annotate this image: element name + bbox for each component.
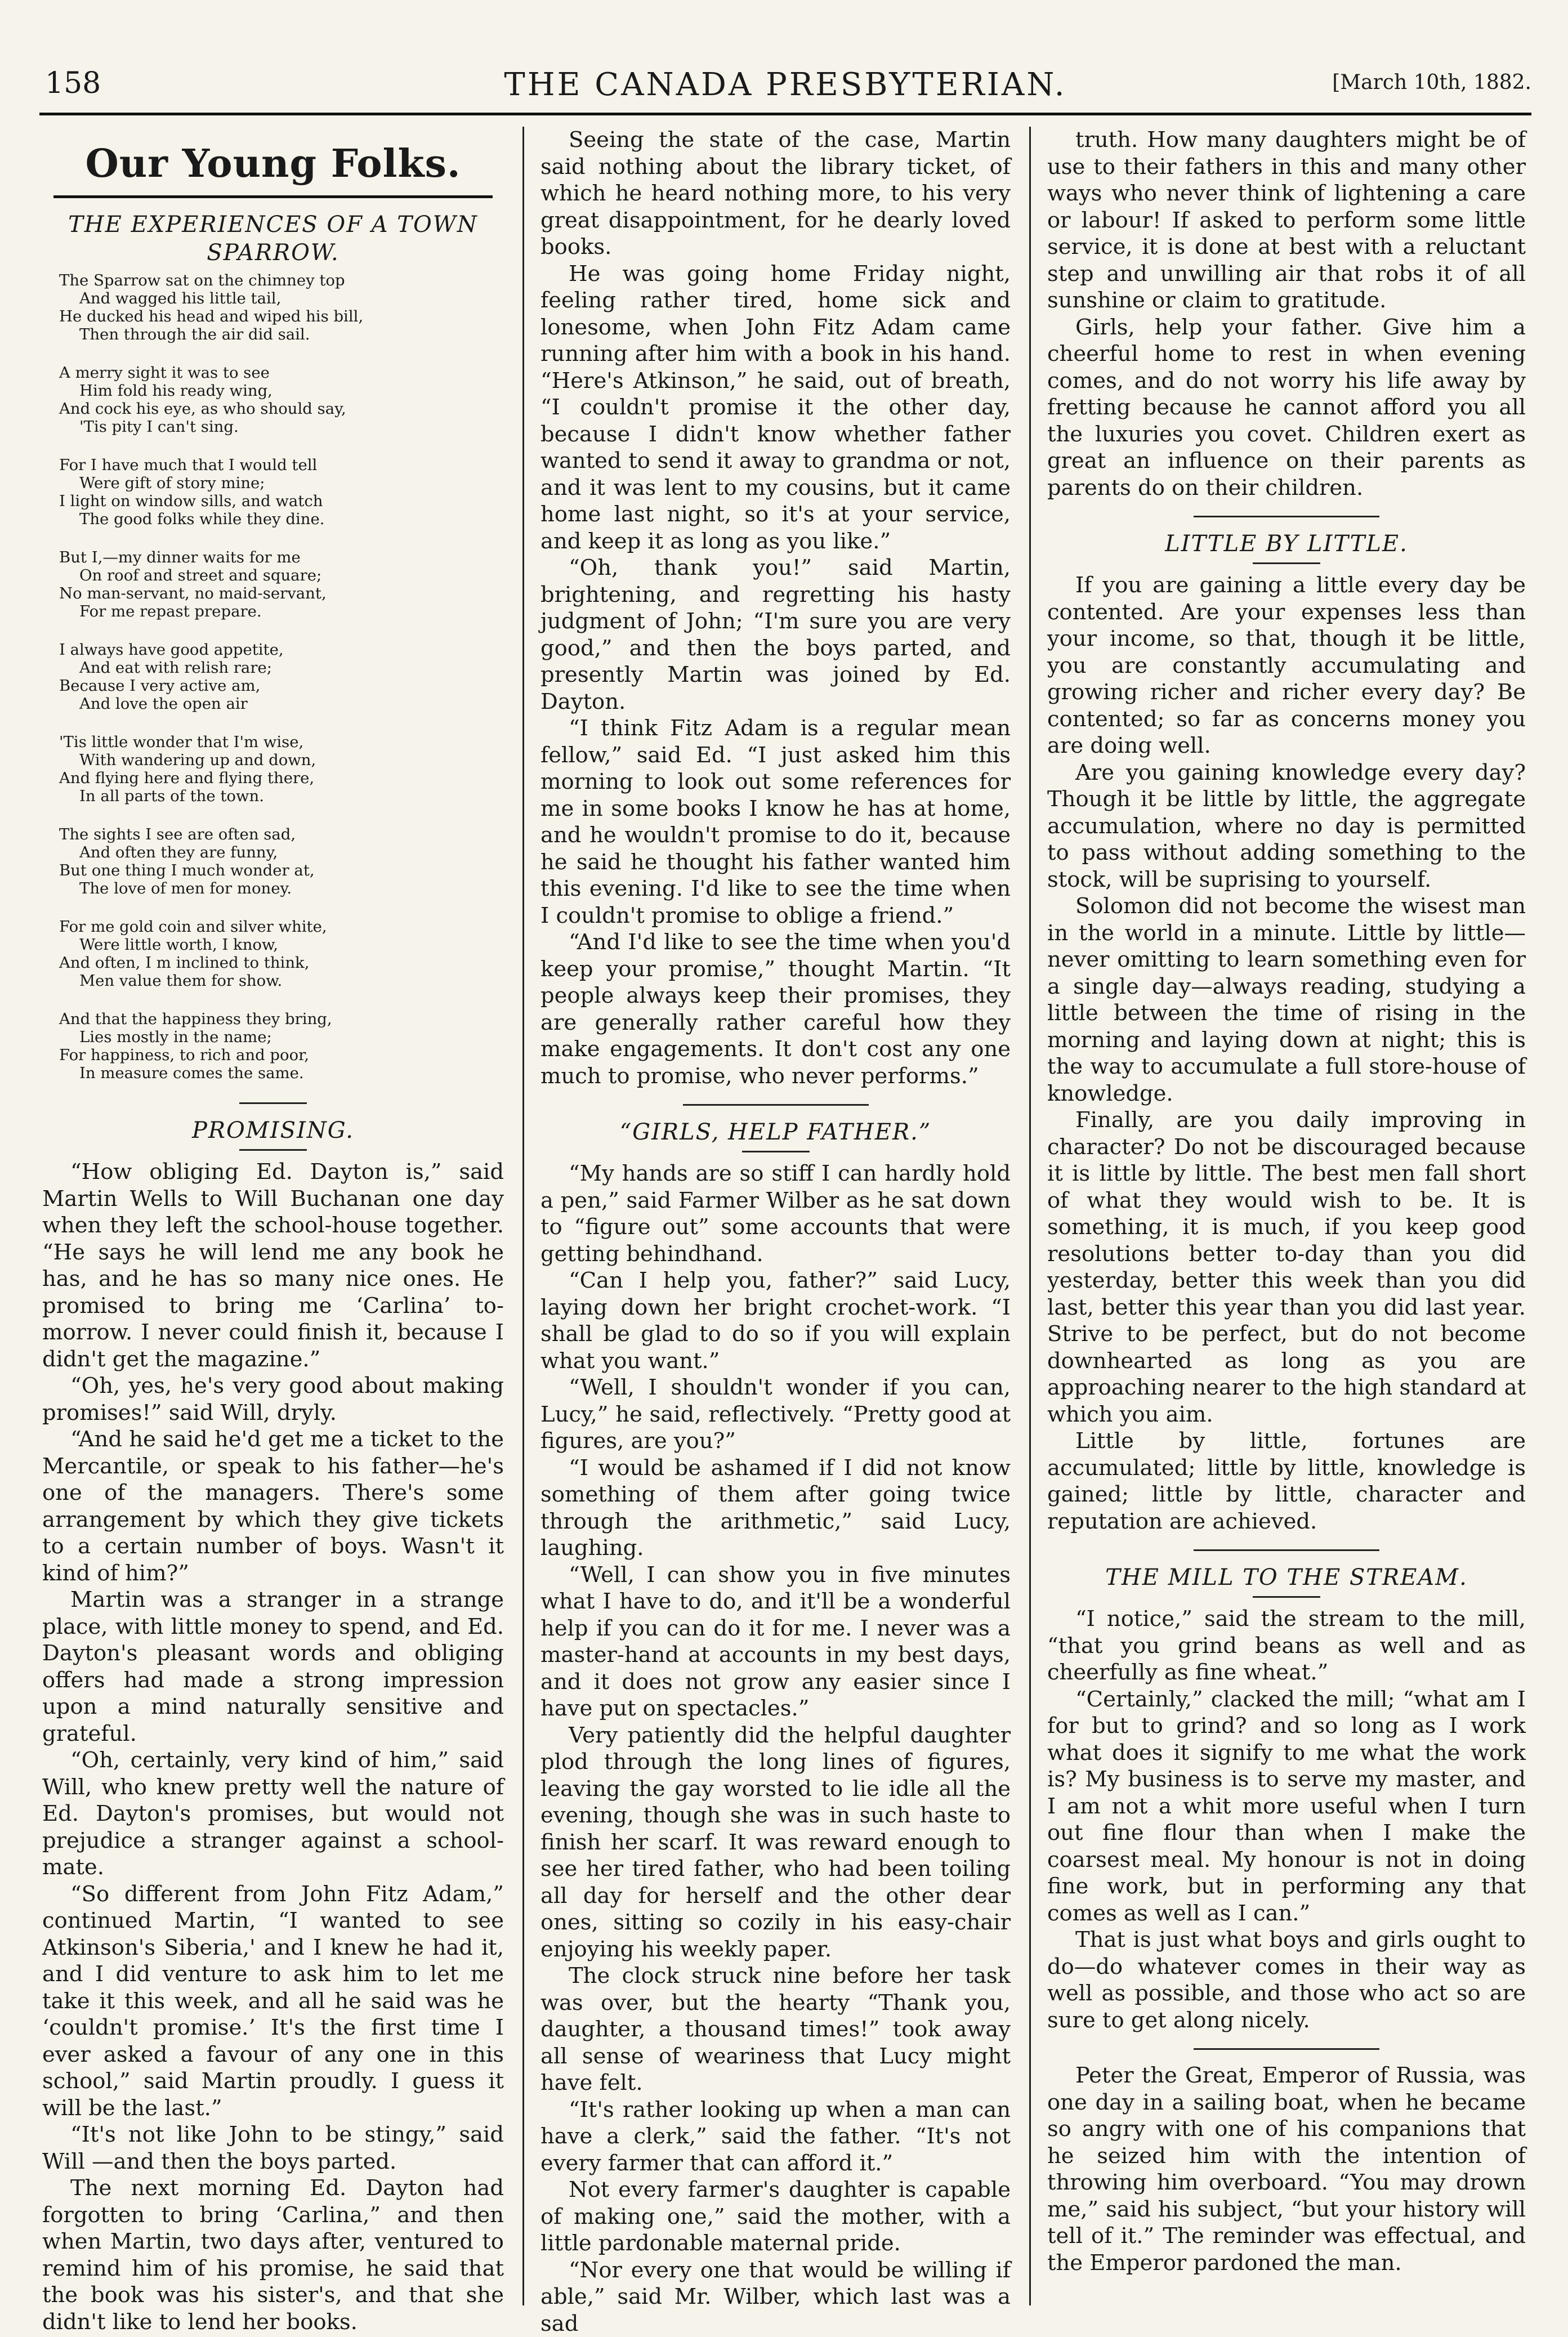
- poem-line: Were little worth, I know,: [59, 936, 504, 954]
- paragraph: Very patiently did the helpful daughter plod through the long lines of figures, leaving the gay worsted to lie idle all the evening, though she was in such haste to finish her scarf. It was reward enough to see her tired father, who had been toiling all day for herself and the other dear ones, sitting so cozily in his easy-chair enjoying his weekly paper.: [540, 1722, 1011, 1963]
- paragraph: The next morning Ed. Dayton had forgotten to bring ‘Carlina,” and then when Martin, two days after, ventured to remind him of his promise, he said that the book was his sister's, and that she didn't like to lend her books.: [42, 2175, 504, 2335]
- paragraph: “Oh, yes, he's very good about making promises!” said Will, dryly.: [42, 1373, 504, 1426]
- poem-line: And eat with relish rare;: [59, 659, 504, 677]
- poem-line: For I have much that I would tell: [59, 456, 504, 474]
- paragraph: truth. How many daughters might be of use to their fathers in this and many other ways who never think of lightening a care or labour! If asked to perform some little service, it is done at best with a reluctant step and unwilling air that robs it of all sunshine or claim to gratitude.: [1047, 127, 1526, 314]
- paragraph: “And he said he'd get me a ticket to the Mercantile, or speak to his father—he's one of the managers. There's some arrangement by which they give tickets to a certain number of boys. Wasn't it kind of him?”: [42, 1426, 504, 1587]
- paragraph: If you are gaining a little every day be contented. Are your expenses less than your income, so that, though it be little, you are constantly accumulating and growing richer and richer every day? Be contented; so far as concerns money you are doing well.: [1047, 572, 1526, 759]
- poem-line: The love of men for money.: [59, 879, 504, 897]
- poem-line: Then through the air did sail.: [59, 325, 504, 343]
- poem-line: The sights I see are often sad,: [59, 825, 504, 843]
- column-3: [1047, 127, 1526, 2311]
- paragraph: Little by little, fortunes are accumulated; little by little, knowledge is gained; little by little, character and reputation are achieved.: [1047, 1428, 1526, 1535]
- mill-to-stream-article: [1047, 1606, 1526, 2034]
- poem-line: The good folks while they dine.: [59, 510, 504, 528]
- promising-article: [42, 1159, 504, 2335]
- section-rule: [1194, 2048, 1379, 2050]
- paragraph: “And I'd like to see the time when you'd keep your promise,” thought Martin. “It people always keep their promises, they are generally rather careful how they make engagements. It don't cost any one much to promise, who never performs.”: [540, 929, 1011, 1089]
- poem-stanza: [59, 456, 504, 528]
- paragraph: “Well, I shouldn't wonder if you can, Lucy,” he said, reflectively. “Pretty good at figures, are you?”: [540, 1374, 1011, 1455]
- poem: [42, 271, 504, 1082]
- poem-line: A merry sight it was to see: [59, 364, 504, 382]
- poem-title: THE EXPERIENCES OF A TOWN SPARROW.: [42, 211, 504, 267]
- peter-the-great-article: [1047, 2062, 1526, 2276]
- poem-line: For me gold coin and silver white,: [59, 918, 504, 936]
- paragraph: “Nor every one that would be willing if able,” said Mr. Wilber, which last was a sad: [540, 2257, 1011, 2337]
- poem-stanza: [59, 825, 504, 897]
- header-rule: [39, 113, 1531, 115]
- section-rule: [1194, 516, 1379, 517]
- paragraph: “Oh, certainly, very kind of him,” said Will, who knew pretty well the nature of Ed. Dayton's promises, but would not prejudice a stranger against a school-mate.: [42, 1747, 504, 1881]
- poem-line: And cock his eye, as who should say,: [59, 400, 504, 418]
- promising-continued: [540, 127, 1011, 1089]
- poem-stanza: [59, 918, 504, 990]
- poem-line: Men value them for show.: [59, 972, 504, 990]
- poem-line: And that the happiness they bring,: [59, 1010, 504, 1028]
- poem-stanza: [59, 364, 504, 436]
- issue-date: [March 10th, 1882.: [1332, 71, 1531, 94]
- paragraph: “I would be ashamed if I did not know something of them after going twice through the arithmetic,” said Lucy, laughing.: [540, 1455, 1011, 1562]
- poem-line: I light on window sills, and watch: [59, 492, 504, 510]
- paragraph: “It's rather looking up when a man can have a clerk,” said the father. “It's not every farmer that can afford it.”: [540, 2097, 1011, 2177]
- little-by-little-article: [1047, 572, 1526, 1535]
- paragraph: Finally, are you daily improving in character? Do not be discouraged because it is little by little. The best men fall short of what they would wish to be. It is something, it is much, if you keep good resolutions better to-day than you did yesterday, better this week than you did last, better this year than you did last year. Strive to be perfect, but do not become downhearted as long as you are approaching nearer to the high standard at which you aim.: [1047, 1107, 1526, 1428]
- poem-line: The Sparrow sat on the chimney top: [59, 271, 504, 289]
- paragraph: That is just what boys and girls ought to do—do whatever comes in their way as well as possible, and those who act so are sure to get along nicely.: [1047, 1927, 1526, 2034]
- paragraph: “I think Fitz Adam is a regular mean fellow,” said Ed. “I just asked him this morning to look out some references for me in some books I know he has at home, and he wouldn't promise to do it, because he said he thought his father wanted him this evening. I'd like to see the time when I couldn't promise to oblige a friend.”: [540, 715, 1011, 929]
- page-header: [39, 66, 1531, 106]
- poem-line: He ducked his head and wiped his bill,: [59, 307, 504, 325]
- poem-line: For happiness, to rich and poor,: [59, 1046, 504, 1064]
- column-1: [42, 127, 504, 2311]
- paragraph: “My hands are so stiff I can hardly hold a pen,” said Farmer Wilber as he sat down to “figure out” some accounts that were getting behindhand.: [540, 1160, 1011, 1267]
- column-2: [540, 127, 1011, 2311]
- poem-stanza: [59, 733, 504, 805]
- poem-line: I always have good appetite,: [59, 641, 504, 659]
- poem-line: But one thing I much wonder at,: [59, 861, 504, 879]
- column-divider-2: [1029, 127, 1031, 2305]
- poem-line: In measure comes the same.: [59, 1064, 504, 1082]
- paragraph: Peter the Great, Emperor of Russia, was one day in a sailing boat, when he became so angry with one of his companions that he seized him with the intention of throwing him overboard. “You may drown me,” said his subject, “but your history will tell of it.” The reminder was effectual, and the Emperor pardoned the man.: [1047, 2062, 1526, 2276]
- poem-line: In all parts of the town.: [59, 787, 504, 805]
- section-rule: [239, 1149, 307, 1151]
- poem-line: And often they are funny,: [59, 843, 504, 861]
- poem-line: And often, I m inclined to think,: [59, 954, 504, 972]
- poem-line: Because I very active am,: [59, 677, 504, 695]
- poem-line: For me repast prepare.: [59, 602, 504, 620]
- paragraph: “Certainly,” clacked the mill; “what am I for but to grind? and so long as I work what does it signify to me what the work is? My business is to serve my master, and I am not a whit more useful when I turn out fine flour than when I make the coarsest meal. My honour is not in doing fine work, but in performing any that comes as well as I can.”: [1047, 1686, 1526, 1927]
- section-rule: [683, 1104, 869, 1106]
- poem-line: But I,—my dinner waits for me: [59, 548, 504, 566]
- poem-line: No man-servant, no maid-servant,: [59, 584, 504, 602]
- poem-line: Him fold his ready wing,: [59, 382, 504, 400]
- poem-stanza: [59, 548, 504, 620]
- journal-title: THE CANADA PRESBYTERIAN.: [39, 66, 1531, 103]
- poem-line: 'Tis little wonder that I'm wise,: [59, 733, 504, 751]
- poem-stanza: [59, 1010, 504, 1082]
- girls-help-father-title: “GIRLS, HELP FATHER.”: [540, 1118, 1011, 1146]
- promising-title: PROMISING.: [42, 1116, 504, 1145]
- paragraph: “I notice,” said the stream to the mill, “that you grind beans as well and as cheerfully as fine wheat.”: [1047, 1606, 1526, 1686]
- paragraph: “Well, I can show you in five minutes what I have to do, and it'll be a wonderful help if you can do it for me. I never was a master-hand at accounts in my best days, and it does not grow any easier since I have put on spectacles.”: [540, 1562, 1011, 1722]
- little-by-little-title: LITTLE BY LITTLE.: [1047, 530, 1526, 558]
- poem-line: With wandering up and down,: [59, 751, 504, 769]
- paragraph: “Can I help you, father?” said Lucy, laying down her bright crochet-work. “I shall be glad to do so if you will explain what you want.”: [540, 1267, 1011, 1374]
- section-rule: [742, 1151, 810, 1152]
- masthead-rule: [53, 195, 493, 198]
- paragraph: “How obliging Ed. Dayton is,” said Martin Wells to Will Buchanan one day when they left the school-house together. “He says he will lend me any book he has, and he has so many nice ones. He promised to bring me ‘Carlina’ to-morrow. I never could finish it, because I didn't get the magazine.”: [42, 1159, 504, 1373]
- girls-continued: [1047, 127, 1526, 501]
- girls-help-father-article: [540, 1160, 1011, 2337]
- paragraph: “It's not like John to be stingy,” said Will —and then the boys parted.: [42, 2121, 504, 2175]
- paragraph: Solomon did not become the wisest man in the world in a minute. Little by little—never omitting to learn something even for a single day—always reading, studying a little between the time of rising in the morning and laying down at night; this is the way to accumulate a full store-house of knowledge.: [1047, 893, 1526, 1107]
- section-rule: [239, 1102, 307, 1104]
- paragraph: Are you gaining knowledge every day? Though it be little by little, the aggregate accumulation, where no day is permitted to pass without adding something to the stock, will be suprising to yourself.: [1047, 759, 1526, 893]
- paragraph: Seeing the state of the case, Martin said nothing about the library ticket, of which he heard nothing more, to his very great disappointment, for he dearly loved books.: [540, 127, 1011, 261]
- section-rule: [1194, 1549, 1379, 1551]
- poem-line: And love the open air: [59, 695, 504, 713]
- section-rule: [1253, 562, 1320, 564]
- poem-line: Lies mostly in the name;: [59, 1028, 504, 1046]
- column-divider-1: [522, 127, 524, 2305]
- page-number: 158: [45, 66, 101, 100]
- poem-line: 'Tis pity I can't sing.: [59, 418, 504, 436]
- section-masthead: Our Young Folks.: [42, 127, 504, 190]
- paragraph: “So different from John Fitz Adam,” continued Martin, “I wanted to see Atkinson's Siberia,' and I knew he had it, and I did venture to ask him to let me take it this week, and all he said was he ‘couldn't promise.’ It's the first time I ever asked a favour of any one in this school,” said Martin proudly. I guess it will be the last.”: [42, 1881, 504, 2122]
- poem-line: Were gift of story mine;: [59, 474, 504, 492]
- poem-stanza: [59, 271, 504, 343]
- section-rule: [1253, 1596, 1320, 1598]
- paragraph: Martin was a stranger in a strange place, with little money to spend, and Ed. Dayton's pleasant words and obliging offers had made a strong impression upon a mind naturally sensitive and grateful.: [42, 1587, 504, 1747]
- poem-line: And wagged his little tail,: [59, 289, 504, 307]
- paragraph: Girls, help your father. Give him a cheerful home to rest in when evening comes, and do not worry his life away by fretting because he cannot afford you all the luxuries you covet. Children exert as great an influence on their parents as parents do on their children.: [1047, 314, 1526, 502]
- paragraph: The clock struck nine before her task was over, but the hearty “Thank you, daughter, a thousand times!” took away all sense of weariness that Lucy might have felt.: [540, 1963, 1011, 2097]
- poem-line: And flying here and flying there,: [59, 769, 504, 787]
- poem-stanza: [59, 641, 504, 713]
- poem-line: On roof and street and square;: [59, 566, 504, 584]
- paragraph: Not every farmer's daughter is capable of making one,” said the mother, with a little pardonable maternal pride.: [540, 2177, 1011, 2257]
- paragraph: “Oh, thank you!” said Martin, brightening, and regretting his hasty judgment of John; “I'm sure you are very good,” and then the boys parted, and presently Martin was joined by Ed. Dayton.: [540, 555, 1011, 715]
- mill-to-stream-title: THE MILL TO THE STREAM.: [1047, 1563, 1526, 1592]
- paragraph: He was going home Friday night, feeling rather tired, home sick and lonesome, when John Fitz Adam came running after him with a book in his hand. “Here's Atkinson,” he said, out of breath, “I couldn't promise it the other day, because I didn't know whether father wanted to send it away to grandma or not, and it was lent to my cousins, but it came home last night, so it's at your service, and keep it as long as you like.”: [540, 261, 1011, 555]
